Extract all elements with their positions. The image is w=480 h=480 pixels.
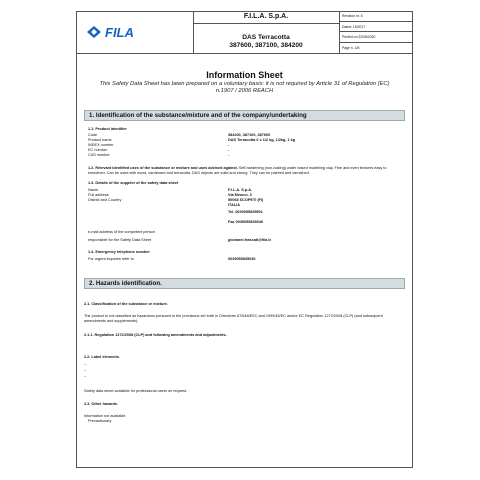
s22-heading: 2.2. Label elements. <box>84 355 120 359</box>
s12-block <box>88 166 404 175</box>
s22-text: Safety data sheet available for professional users on request. <box>84 389 187 393</box>
fax: Fax 0039055835040 <box>228 220 264 224</box>
supplier-name-label: Name <box>88 188 99 192</box>
page-number: Page n. 1/8 <box>342 45 360 50</box>
responsible-label: responsible for the Safety Data Sheet <box>88 238 152 242</box>
page-title: Information Sheet <box>206 70 283 80</box>
district-label: District and Country <box>88 198 122 202</box>
code-label: Code <box>88 133 98 137</box>
email-label: e-mail address of the competent person <box>88 230 155 234</box>
cas-label: CAS number <box>88 153 110 157</box>
print-date: Printed on 22/06/2020 <box>339 32 413 43</box>
svg-text:FILA: FILA <box>105 25 134 40</box>
cas-value: - <box>228 153 230 157</box>
address-label: Full address <box>88 193 109 197</box>
ec-value: - <box>228 148 230 152</box>
district-value: 50068 SCOPETI (FI) <box>228 198 264 202</box>
s12-text: Self-hardening (non-baking) water based modelling clay. Fine and even textures easy to smoothen. Can be used with wood, cardboard and terracotta. DAS objects are solid and strong. They can be painted and varnished. <box>88 166 387 175</box>
ec-label: EC number <box>88 148 108 152</box>
address-value: Via Meucci, 3 <box>228 193 252 197</box>
document-header <box>76 11 413 53</box>
s14-heading: 1.4. Emergency telephone number <box>88 250 150 254</box>
page-subtitle: This Safety Data Sheet has been prepared on a voluntary basis: it is not required by Article 31 of Regulation (EC) n.1907 / 2006 REACH <box>99 81 390 94</box>
telephone: Tel. 0039055835501 <box>228 210 263 214</box>
product-name-label: Product name <box>88 138 112 142</box>
s23-heading: 2.3. Other hazards. <box>84 402 118 406</box>
index-label: INDEX number <box>88 143 114 147</box>
s11-heading: 1.1. Product identifier <box>88 127 127 131</box>
supplier-name-value: F.I.L.A. S.p.A. <box>228 188 253 192</box>
fila-logo <box>85 24 185 40</box>
revision-number: Revision nr. 5 <box>339 11 413 22</box>
s21-text: The product is not classified as hazardous pursuant to the provisions set forth in Directives 67/548/EEC and 1999/45/EC and/or EC Regulation 1272/2008 (CLP) (and subsequent amendments and supplements). <box>84 314 383 323</box>
responsible-email[interactable]: giovanni.frascati@fila.it <box>228 238 271 242</box>
product-name: DAS Terracotta <box>242 34 290 41</box>
header-middle <box>193 11 340 53</box>
company-name: F.I.L.A. S.p.A. <box>243 13 289 20</box>
s211-heading: 2.1.1. Regulation 1272/2008 (CLP) and following amendments and adjustments. <box>84 333 227 337</box>
s13-heading: 1.3. Details of the supplier of the safety data sheet <box>88 181 179 185</box>
s23-text-2: Precautionary <box>88 419 112 423</box>
code-value: 384200, 387100, 387600 <box>228 133 271 137</box>
label-dash-3: -- <box>84 374 87 378</box>
section-2-heading: 2. Hazards identification. <box>84 278 405 289</box>
urgent-phone: 0039055835030 <box>228 257 256 261</box>
logo-cell <box>76 11 194 53</box>
section-1-heading: 1. Identification of the substance/mixture and of the company/undertaking <box>84 110 405 121</box>
s12-heading: 1.2. Relevant identified uses of the substance or mixture and uses advised against. <box>88 166 238 170</box>
product-name-value: DAS Terracotta 0 x 1/2 kg, 1/2kg, 1 kg <box>228 138 296 142</box>
header-meta <box>339 11 413 53</box>
urgent-label: For urgent inquiries refer to <box>88 257 134 261</box>
product-title <box>193 34 339 50</box>
country-value: ITALIA <box>228 203 240 207</box>
label-dash-2: -- <box>84 368 87 372</box>
s21-heading: 2.1. Classification of the substance or mixture. <box>84 302 168 306</box>
s23-text: Information not available. <box>84 414 127 418</box>
label-dash-1: -- <box>84 362 87 366</box>
product-codes: 387600, 387100, 384200 <box>229 42 303 49</box>
revision-date: Dated: 15/2017 <box>339 22 413 33</box>
index-value: - <box>228 143 230 147</box>
